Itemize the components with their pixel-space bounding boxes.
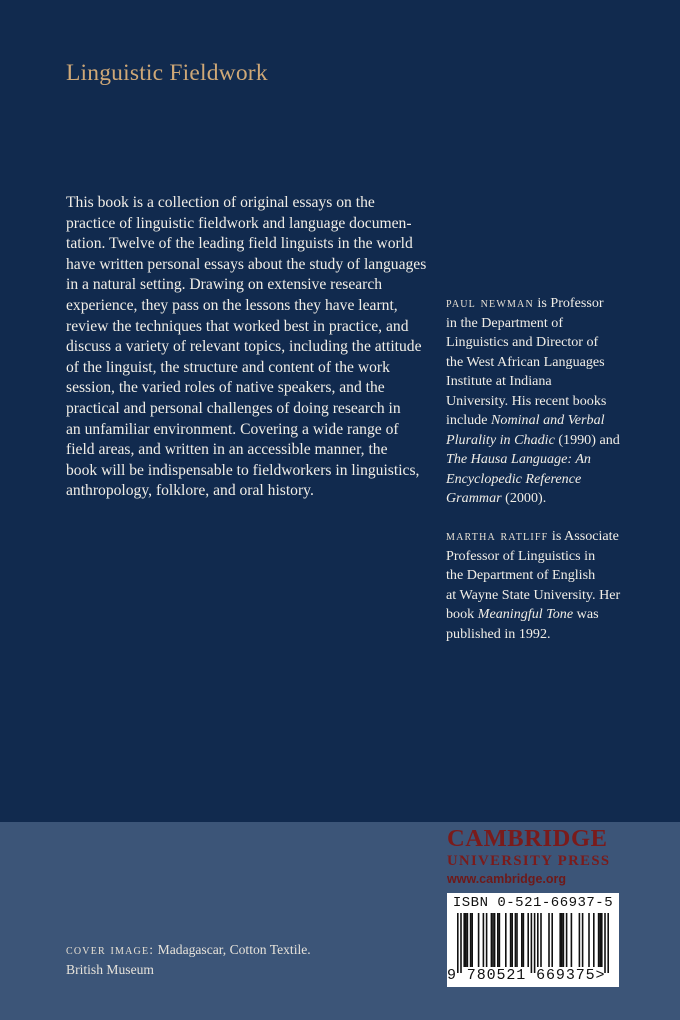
barcode-bar — [515, 913, 517, 967]
credit-line — [66, 940, 386, 960]
bio-line: at Wayne State University. Her — [446, 586, 621, 603]
author-name: paul newman — [446, 295, 534, 310]
book-description — [66, 193, 456, 502]
barcode-bar — [548, 913, 550, 967]
barcode-bar — [463, 913, 465, 967]
bio-text: was — [573, 606, 599, 622]
description-line: practical and personal challenges of doing research in — [66, 399, 401, 417]
barcode-bar — [559, 913, 561, 967]
bio-line — [446, 526, 646, 547]
bio-line — [446, 411, 646, 431]
credit-label: cover image: — [66, 942, 155, 957]
barcode-bar — [494, 913, 496, 967]
barcode-bar — [460, 913, 462, 973]
barcode-bar — [607, 913, 609, 973]
description-line: an unfamiliar environment. Covering a wide range of — [66, 420, 399, 438]
barcode-bar — [491, 913, 493, 967]
description-line: practice of linguistic fieldwork and language documen- — [66, 214, 412, 232]
barcode-bar — [561, 913, 563, 967]
description-line: experience, they pass on the lessons they have learnt, — [66, 296, 398, 314]
book-title: Linguistic Fieldwork — [66, 60, 268, 86]
bio-line: the Department of English — [446, 567, 596, 583]
isbn-number: ISBN 0-521-66937-5 — [452, 895, 614, 911]
barcode-bar — [523, 913, 525, 967]
bio-line — [446, 605, 646, 625]
barcode-bar — [593, 913, 595, 967]
description-line: field areas, and written in an accessible manner, the — [66, 441, 388, 459]
barcode-bar — [497, 913, 499, 967]
description-line: anthropology, folklore, and oral history. — [66, 482, 314, 500]
barcode-bar — [531, 913, 533, 973]
barcode-bar — [599, 913, 601, 967]
barcode-bar — [471, 913, 473, 967]
author-bio-martha-ratliff — [446, 526, 646, 644]
barcode-bar — [516, 913, 518, 967]
barcode-bar — [499, 913, 501, 967]
bio-line — [446, 489, 646, 509]
barcode-bar — [483, 913, 485, 967]
bio-line: Linguistics and Director of — [446, 334, 599, 350]
barcode-bar — [534, 913, 536, 973]
description-line: This book is a collection of original essays on the — [66, 194, 375, 211]
barcode-bar — [588, 913, 590, 967]
barcode-bar — [566, 913, 568, 967]
book-title-italic: Grammar — [446, 490, 502, 506]
bio-text: (1990) and — [554, 431, 620, 448]
description-line: session, the varied roles of native speakers, and the — [66, 379, 385, 397]
book-title-italic: The Hausa Language: An — [446, 451, 591, 467]
bio-line: University. His recent books — [446, 392, 607, 409]
bio-line: in the Department of — [446, 314, 564, 331]
bio-line: published in 1992. — [446, 625, 551, 642]
barcode-bar — [478, 913, 480, 967]
author-name: martha ratliff — [446, 528, 549, 543]
bio-line — [446, 431, 646, 451]
description-line: discuss a variety of relevant topics, including the attitude — [66, 338, 422, 356]
barcode-bar — [521, 913, 523, 967]
bio-line: the West African Languages — [446, 353, 605, 370]
publisher-logo-name: CAMBRIDGE — [447, 825, 608, 852]
book-title-italic: Encyclopedic Reference — [446, 470, 582, 487]
barcode-digit-text: 9 780521 669375 — [447, 967, 596, 984]
author-bio-paul-newman — [446, 293, 646, 509]
description-line: review the techniques that worked best in practice, and — [66, 317, 409, 335]
bio-text: is Professor — [533, 295, 604, 311]
barcode-arrow: > — [595, 967, 606, 984]
barcode-bar — [540, 913, 542, 967]
barcode-bar — [457, 913, 459, 973]
book-title-italic: Meaningful Tone — [477, 606, 574, 622]
bio-text: is Associate — [548, 528, 619, 544]
barcode-bar — [571, 913, 573, 967]
bio-text: (2000). — [501, 490, 547, 506]
barcode-bar — [467, 913, 469, 967]
description-line: book will be indispensable to fieldworkers in linguistics, — [66, 461, 420, 479]
bio-line: Institute at Indiana — [446, 373, 552, 389]
description-line: have written personal essays about the study of languages — [66, 255, 427, 273]
barcode-bar — [598, 913, 600, 967]
book-title-italic: Nominal and Verbal — [491, 412, 605, 428]
barcode-bar — [563, 913, 565, 967]
description-line: in a natural setting. Drawing on extensive research — [66, 276, 383, 294]
barcode-bar — [551, 913, 553, 967]
cover-image-credit — [66, 940, 386, 980]
barcode-bar — [537, 913, 539, 967]
bio-line — [446, 293, 646, 314]
barcode-bar — [486, 913, 488, 967]
barcode-bar — [579, 913, 581, 967]
book-title-italic: Plurality in Chadic — [446, 431, 555, 448]
publisher-url[interactable]: www.cambridge.org — [447, 872, 567, 886]
barcode-bar — [505, 913, 507, 967]
barcode-bar — [527, 913, 529, 967]
barcode-bar — [510, 913, 512, 967]
barcode-bar — [492, 913, 494, 967]
credit-text: Madagascar, Cotton Textile. — [154, 942, 311, 957]
isbn-barcode — [447, 893, 619, 987]
publisher-logo-subtitle: UNIVERSITY PRESS — [447, 853, 611, 869]
barcode-bar — [465, 913, 467, 967]
barcode-bar — [470, 913, 472, 967]
bio-text: include — [446, 412, 492, 428]
barcode-bar — [511, 913, 513, 967]
description-line: of the linguist, the structure and content of the work — [66, 358, 390, 376]
credit-line: British Museum — [66, 962, 154, 977]
barcode-bar — [601, 913, 603, 967]
barcode-bar — [582, 913, 584, 967]
bio-line: Professor of Linguistics in — [446, 547, 596, 564]
bio-text: book — [446, 606, 478, 622]
barcode-bar — [604, 913, 606, 973]
description-line: tation. Twelve of the leading field linguists in the world — [66, 235, 413, 253]
barcode-digits — [447, 967, 619, 984]
